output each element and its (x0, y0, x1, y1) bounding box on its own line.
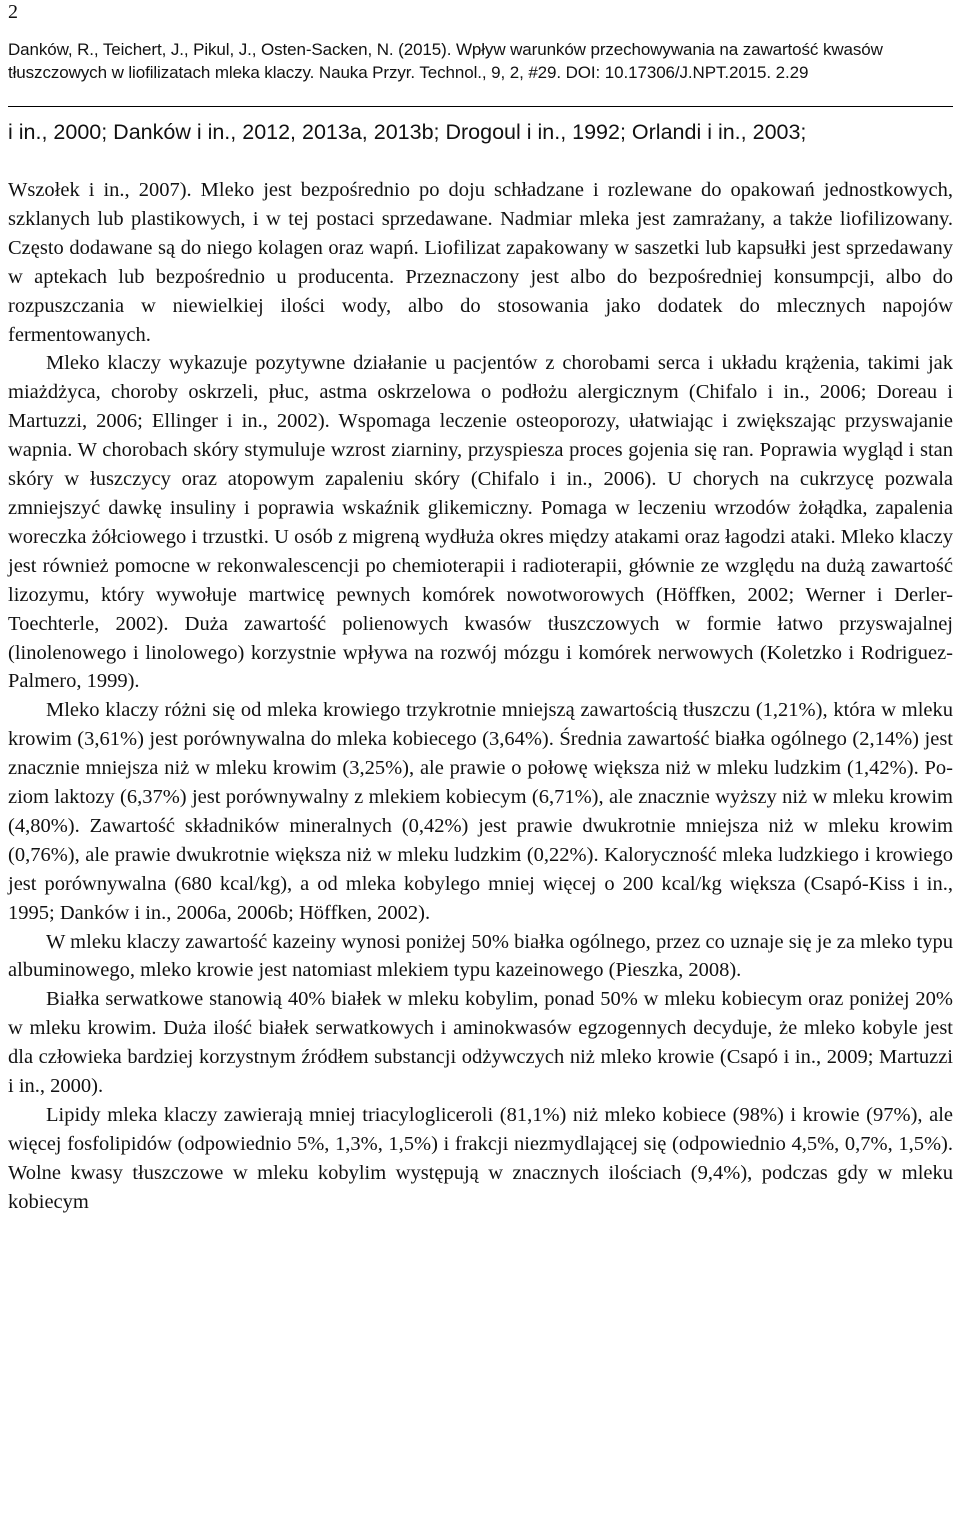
paragraph-whey-proteins: Białka serwatkowe stanowią 40% białek w mleku kobylim, ponad 50% w mleku kobiecym oraz poniżej 20% w mleku krowim. Duża ilość białek serwatkowych i aminokwasów egzogennych decyduje, że mleko kobyle jest dla człowieka bardziej korzystnym źródłem substancji odżywczych niż mleko krowie (Csapó i in., 2009; Martuzzi i in., 2000). (8, 988, 953, 1098)
article-body (8, 176, 953, 1217)
paragraph-lipids: Lipidy mleka klaczy zawierają mniej triacylogliceroli (81,1%) niż mleko kobiece (98%) i krowie (97%), ale więcej fosfolipidów (odpowiednio 5%, 1,3%, 1,5%) i frakcji niezmydlającej się (odpowiednio 4,5%, 0,7%, 1,5%). Wolne kwasy tłuszczowe w mleku kobylim występują w znacznych ilościach (9,4%), podczas gdy w mleku kobiecym (8, 1104, 953, 1213)
intro-citations: i in., 2000; Danków i in., 2012, 2013a, 2013b; Drogoul i in., 1992; Orlandi i in., 2003; (8, 120, 807, 144)
paragraph-composition: Mleko klaczy różni się od mleka krowiego trzykrotnie mniejszą zawartością tłuszczu (1,21%), która w mleku krowim (3,61%) jest porównywalna do mleka kobiecego (3,64%). Średnia zawartość białka ogólnego (2,14%) jest znacznie mniejsza niż w mleku krowim (3,25%), ale prawie o połowę większa niż w mleku ludzkim (1,42%). Poziom laktozy (6,37%) jest porównywalny z mlekiem kobiecym (6,71%), ale znacznie wyższy niż w mleku krowim (4,80%). Zawartość składników mineralnych (0,42%) jest prawie dwukrotnie mniejsza niż w mleku krowim (0,76%), ale prawie dwukrotnie większa niż w mleku ludzkim (0,22%). Kaloryczność mleka ludzkiego i krowiego jest porównywalna (680 kcal/kg), a od mleka kobylego mniej więcej o 200 kcal/kg większa (Csapó-Kiss i in., 1995; Danków i in., 2006a, 2006b; Höffken, 2002). (8, 699, 953, 924)
page-number: 2 (8, 1, 18, 23)
header-divider (8, 106, 953, 107)
header-citation: Danków, R., Teichert, J., Pikul, J., Osten-Sacken, N. (2015). Wpływ warunków przechowywania na zawartość kwasów tłuszczowych w liofilizatach mleka klaczy. Nauka Przyr. Technol., 9, 2, #29. DOI: 10.17306/J.NPT.2015. 2.29 (8, 40, 883, 82)
paragraph-health-benefits: Mleko klaczy wykazuje pozytywne działanie u pacjentów z chorobami serca i układu krążenia, takimi jak miażdżyca, choroby oskrzeli, płuc, astma oskrzelowa o podłożu alergicznym (Chifalo i in., 2006; Doreau i Martuzzi, 2006; Ellinger i in., 2002). Wspomaga leczenie osteoporozy, ułatwiając i zwiększając przyswajanie wapnia. W chorobach skóry stymuluje wzrost ziarniny, przyspiesza proces gojenia się ran. Poprawia wygląd i stan skóry w łuszczycy oraz atopowym zapaleniu skóry (Chifalo i in., 2006). U chorych na cukrzycę pozwala zmniejszyć dawkę insuliny i poprawia wskaźnik glikemiczny. Pomaga w leczeniu wrzodów żołądka, zapalenia woreczka żółciowego i trzustki. U osób z migreną wydłuża okres między atakami oraz łagodzi ataki. Mleko klaczy jest również pomocne w rekonwalescencji po chemioterapii i radioterapii, głównie ze względu na dużą zawartość lizozymu, który wywołuje martwicę pewnych komórek nowotworowych (Höffken, 2002; Werner i Derler-Toechterle, 2002). Duża zawartość polienowych kwasów tłuszczowych w formie łatwo przyswajalnej (linolenowego i linolowego) korzystnie wpływa na rozwój mózgu i komórek nerwowych (Koletzko i Rodriguez-Palmero, 1999). (8, 352, 953, 693)
paragraph-casein: W mleku klaczy zawartość kazeiny wynosi poniżej 50% białka ogólnego, przez co uznaje się je za mleko typu albuminowego, mleko krowie jest natomiast mlekiem typu kazeinowego (Pieszka, 2008). (8, 930, 953, 982)
paragraph-continuation: Wszołek i in., 2007). Mleko jest bezpośrednio po doju schładzane i rozlewane do opakowań jednostkowych, szklanych lub plastikowych, i w tej postaci sprzedawane. Nadmiar mleka jest zamrażany, a także liofilizowany. Często dodawane są do niego kolagen oraz wapń. Liofilizat zapakowany w saszetki lub kapsułki jest sprzedawany w aptekach lub bezpośrednio u producenta. Przeznaczony jest albo do bezpośredniej konsumpcji, albo do rozpuszczania w niewielkiej ilości wody, albo do stosowania jako dodatek do mlecznych napojów fermentowanych. (8, 179, 953, 346)
